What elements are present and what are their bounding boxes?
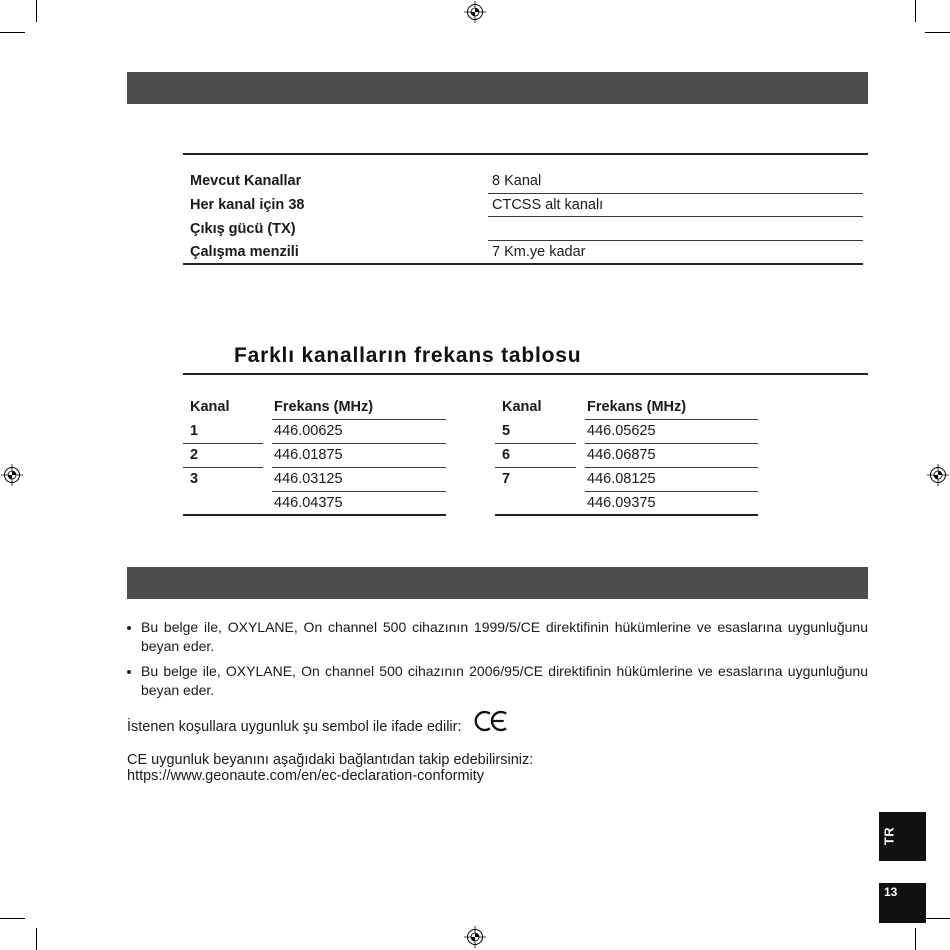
column-header-frequency: Frekans (MHz): [587, 399, 687, 415]
table-bottom-rule: [495, 514, 758, 516]
spec-label: Çalışma menzili: [190, 244, 299, 260]
channel-frequency: 446.00625: [274, 423, 343, 439]
language-tab: [879, 812, 926, 861]
channel-frequency: 446.03125: [274, 471, 343, 487]
row-divider: [272, 443, 446, 444]
ce-symbol-text: İstenen koşullara uygunluk şu sembol ile ifade edilir:: [127, 719, 462, 735]
language-tab-label: TR: [881, 826, 897, 846]
channel-frequency: 446.08125: [587, 471, 656, 487]
row-divider: [488, 193, 863, 194]
table-top-rule: [183, 153, 868, 155]
channel-frequency: 446.05625: [587, 423, 656, 439]
channel-frequency: 446.04375: [274, 495, 343, 511]
row-divider: [488, 240, 863, 241]
crop-mark: [915, 0, 916, 22]
spec-label: Çıkış gücü (TX): [190, 221, 296, 237]
channel-frequency: 446.06875: [587, 447, 656, 463]
registration-mark-icon: [463, 0, 487, 24]
channel-number: 3: [190, 471, 199, 487]
crop-mark: [0, 918, 25, 919]
channel-number: 6: [502, 447, 511, 463]
crop-mark: [915, 928, 916, 950]
crop-mark: [925, 32, 950, 33]
column-header-frequency: Frekans (MHz): [274, 399, 374, 415]
crop-mark: [36, 928, 37, 950]
channel-frequency: 446.01875: [274, 447, 343, 463]
channel-number: 1: [190, 423, 199, 439]
bullet-icon: [127, 626, 131, 630]
declaration-url: https://www.geonaute.com/en/ec-declaration-conformity: [127, 768, 485, 784]
page-number: 13: [884, 885, 898, 899]
column-header-channel: Kanal: [190, 399, 230, 415]
channel-number: 5: [502, 423, 511, 439]
channel-number: 7: [502, 471, 511, 487]
table-bottom-rule: [183, 263, 863, 265]
row-divider: [585, 443, 758, 444]
section-banner: [127, 567, 868, 599]
row-divider: [495, 443, 576, 444]
bullet-icon: [127, 670, 131, 674]
row-divider: [272, 419, 446, 420]
declaration-bullet: Bu belge ile, OXYLANE, On channel 500 cihazının 1999/5/CE direktifinin hükümlerine ve esaslarına uygunluğunu beyan eder.: [141, 619, 868, 654]
column-header-channel: Kanal: [502, 399, 542, 415]
page-number-box: [879, 883, 926, 923]
declaration-link-intro: CE uygunluk beyanını aşağıdaki bağlantıdan takip edebilirsiniz:: [127, 752, 534, 768]
row-divider: [272, 491, 446, 492]
spec-value: 8 Kanal: [492, 173, 542, 189]
table-bottom-rule: [183, 514, 446, 516]
registration-mark-icon: [926, 463, 950, 487]
declaration-bullet: Bu belge ile, OXYLANE, On channel 500 cihazının 2006/95/CE direktifinin hükümlerine ve esaslarına uygunluğunu beyan eder.: [141, 663, 868, 698]
row-divider: [585, 491, 758, 492]
spec-label: Her kanal için 38: [190, 197, 305, 213]
heading-rule: [183, 373, 868, 375]
row-divider: [183, 467, 263, 468]
spec-label: Mevcut Kanallar: [190, 173, 302, 189]
row-divider: [488, 216, 863, 217]
registration-mark-icon: [463, 925, 487, 949]
crop-mark: [0, 32, 25, 33]
row-divider: [272, 467, 446, 468]
spec-value: 7 Km.ye kadar: [492, 244, 586, 260]
channel-frequency: 446.09375: [587, 495, 656, 511]
row-divider: [183, 443, 263, 444]
ce-mark-icon: [474, 709, 510, 733]
crop-mark: [36, 0, 37, 22]
frequency-table-title: Farklı kanalların frekans tablosu: [234, 344, 582, 367]
row-divider: [495, 467, 576, 468]
spec-value: CTCSS alt kanalı: [492, 197, 604, 213]
section-banner: [127, 72, 868, 104]
row-divider: [585, 467, 758, 468]
channel-number: 2: [190, 447, 199, 463]
registration-mark-icon: [0, 463, 24, 487]
crop-mark: [925, 918, 950, 919]
row-divider: [585, 419, 758, 420]
